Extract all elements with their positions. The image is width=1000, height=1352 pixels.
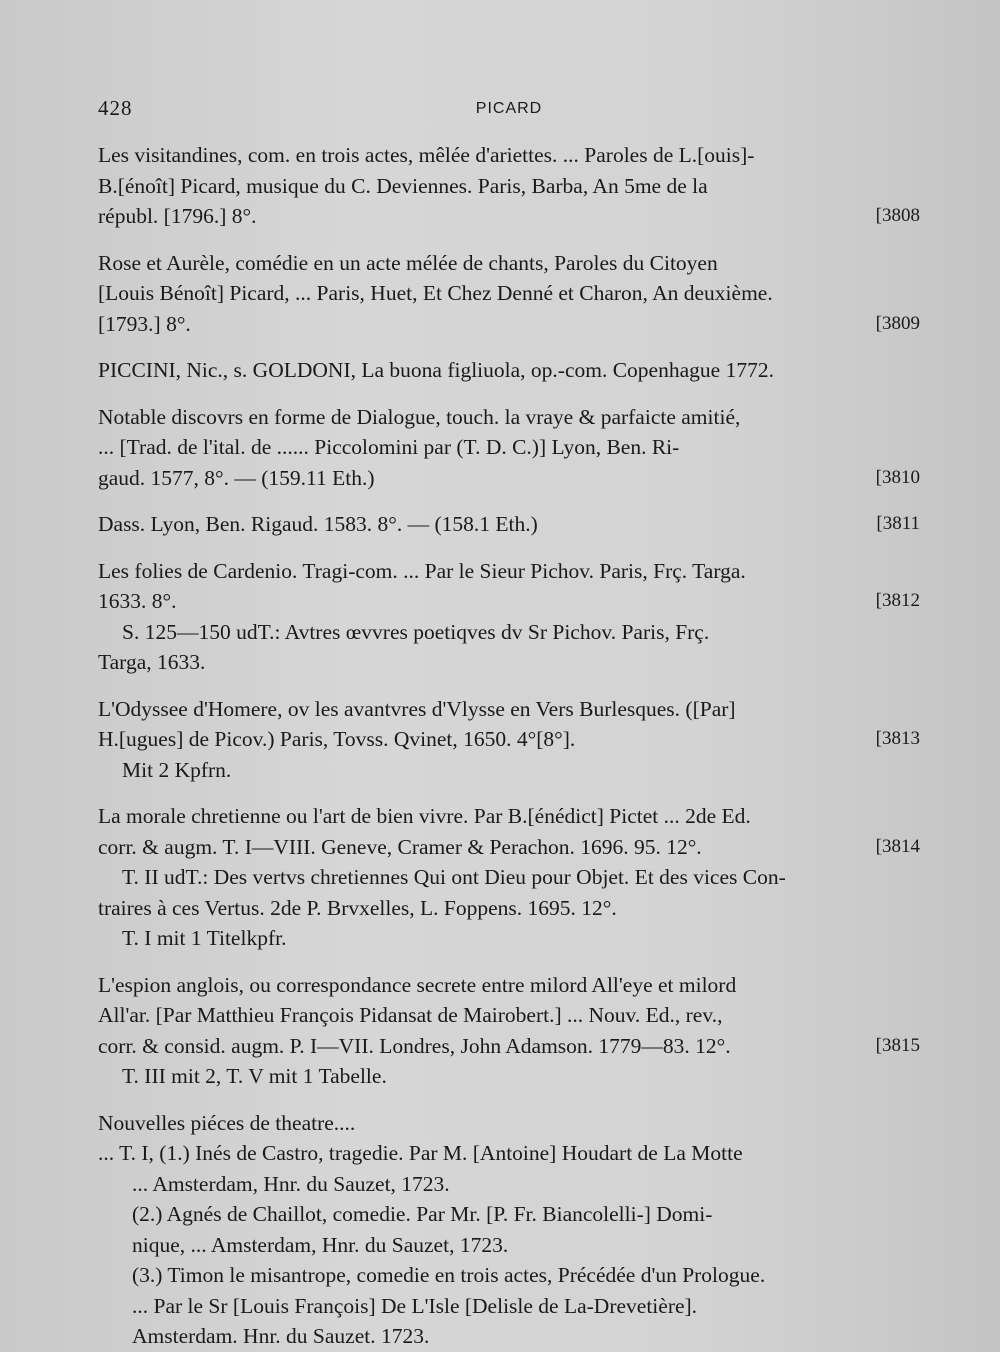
entry-line-text: Targa, 1633. bbox=[98, 650, 206, 674]
entry-line-text: L'espion anglois, ou correspondance secrete entre milord All'eye et milord bbox=[98, 972, 737, 997]
entry-line-text: Notable discovrs en forme de Dialogue, touch. la vraye & parfaicte amitié, bbox=[98, 404, 741, 429]
entry-line bbox=[98, 923, 920, 954]
entry-line bbox=[98, 893, 920, 924]
entry-line-text: nique, ... Amsterdam, Hnr. du Sauzet, 1723. bbox=[132, 1232, 509, 1257]
entry-line bbox=[98, 278, 920, 309]
entry-line-text: (3.) Timon le misantrope, comedie en trois actes, Précédée d'un Prologue. bbox=[132, 1263, 766, 1287]
bibliography-entry bbox=[98, 694, 920, 786]
entry-line-text: Nouvelles piéces de theatre.... bbox=[98, 1110, 356, 1135]
entry-line-text: [Louis Bénoît] Picard, ... Paris, Huet, Et Chez Denné et Charon, An deuxième. bbox=[98, 281, 773, 305]
entry-line bbox=[98, 1321, 920, 1352]
entry-line bbox=[98, 1169, 920, 1200]
entry-line bbox=[98, 617, 920, 648]
entry-line-text: All'ar. [Par Matthieu François Pidansat de Mairobert.] ... Nouv. Ed., rev., bbox=[98, 1003, 723, 1027]
bibliography-entry bbox=[98, 509, 920, 540]
entry-line bbox=[98, 1031, 920, 1062]
entry-line bbox=[98, 1108, 920, 1139]
entry-number: [3809 bbox=[875, 312, 920, 334]
bibliography-entry bbox=[98, 556, 920, 678]
entry-number: [3811 bbox=[876, 513, 920, 534]
page-header bbox=[98, 96, 920, 130]
bibliography-entries bbox=[98, 140, 920, 1352]
entry-line-text: ... Par le Sr [Louis François] De L'Isle [Delisle de La-Drevetière]. bbox=[132, 1293, 698, 1318]
entry-line bbox=[98, 694, 920, 725]
entry-line-text: Dass. Lyon, Ben. Rigaud. 1583. 8°. — (158.1 Eth.) bbox=[98, 512, 538, 536]
entry-number: [3814 bbox=[875, 835, 920, 857]
entry-line bbox=[98, 1260, 920, 1291]
entry-line bbox=[98, 432, 920, 463]
entry-line-text: Rose et Aurèle, comédie en un acte mélée de chants, Paroles du Citoyen bbox=[98, 250, 718, 275]
entry-line bbox=[98, 463, 920, 494]
entry-line bbox=[98, 140, 920, 171]
page-number: 428 bbox=[98, 96, 133, 120]
entry-line-text: 1633. 8°. bbox=[98, 589, 177, 613]
entry-line bbox=[98, 1291, 920, 1322]
entry-line bbox=[98, 832, 920, 863]
entry-line-text: Amsterdam. Hnr. du Sauzet. 1723. bbox=[132, 1324, 430, 1348]
entry-line bbox=[98, 309, 920, 340]
entry-line bbox=[98, 248, 920, 279]
entry-line bbox=[98, 509, 920, 540]
entry-line-text: ... [Trad. de l'ital. de ...... Piccolomini par (T. D. C.)] Lyon, Ben. Ri- bbox=[98, 435, 680, 459]
entry-line-text: H.[ugues] de Picov.) Paris, Tovss. Qvinet, 1650. 4°[8°]. bbox=[98, 727, 576, 751]
entry-line-text: (2.) Agnés de Chaillot, comedie. Par Mr. [P. Fr. Biancolelli-] Domi- bbox=[132, 1202, 713, 1226]
entry-number: [3813 bbox=[875, 728, 920, 749]
entry-line-text: corr. & augm. T. I—VIII. Geneve, Cramer & Perachon. 1696. 95. 12°. bbox=[98, 834, 702, 859]
entry-line bbox=[98, 755, 920, 786]
entry-line bbox=[98, 724, 920, 755]
bibliography-entry bbox=[98, 355, 920, 386]
entry-line-text: gaud. 1577, 8°. — (159.11 Eth.) bbox=[98, 465, 375, 490]
entry-number: [3810 bbox=[875, 466, 920, 488]
entry-line bbox=[98, 1230, 920, 1261]
running-head: PICARD bbox=[475, 100, 543, 117]
entry-line-text: [1793.] 8°. bbox=[98, 311, 191, 336]
entry-line-text: Les visitandines, com. en trois actes, mêlée d'ariettes. ... Paroles de L.[ouis]- bbox=[98, 143, 755, 167]
bibliography-entry bbox=[98, 248, 920, 340]
entry-line bbox=[98, 355, 920, 386]
entry-line-text: républ. [1796.] 8°. bbox=[98, 204, 257, 228]
entry-line-text: T. II udT.: Des vertvs chretiennes Qui ont Dieu pour Objet. Et des vices Con- bbox=[122, 865, 786, 889]
entry-line-text: T. I mit 1 Titelkpfr. bbox=[122, 926, 287, 950]
entry-line bbox=[98, 801, 920, 832]
entry-line-text: traires à ces Vertus. 2de P. Brvxelles, L. Foppens. 1695. 12°. bbox=[98, 895, 617, 920]
entry-line-text: La morale chretienne ou l'art de bien vivre. Par B.[énédict] Pictet ... 2de Ed. bbox=[98, 804, 751, 828]
entry-number: [3812 bbox=[875, 590, 920, 611]
entry-line-text: ... T. I, (1.) Inés de Castro, tragedie. Par M. [Antoine] Houdart de La Motte bbox=[98, 1141, 743, 1165]
entry-line bbox=[98, 402, 920, 433]
entry-line bbox=[98, 1000, 920, 1031]
entry-line-text: PICCINI, Nic., s. GOLDONI, La buona figliuola, op.-com. Copenhague 1772. bbox=[98, 358, 774, 382]
entry-line bbox=[98, 970, 920, 1001]
entry-line-text: B.[énoît] Picard, musique du C. Deviennes. Paris, Barba, An 5me de la bbox=[98, 173, 708, 198]
bibliography-entry bbox=[98, 801, 920, 954]
entry-line-text: ... Amsterdam, Hnr. du Sauzet, 1723. bbox=[132, 1171, 450, 1196]
entry-line bbox=[98, 1199, 920, 1230]
entry-line-text: corr. & consid. augm. P. I—VII. Londres, John Adamson. 1779—83. 12°. bbox=[98, 1033, 731, 1058]
entry-number: [3815 bbox=[875, 1034, 920, 1056]
entry-line bbox=[98, 647, 920, 678]
entry-line bbox=[98, 862, 920, 893]
entry-line bbox=[98, 201, 920, 232]
entry-line-text: L'Odyssee d'Homere, ov les avantvres d'Vlysse en Vers Burlesques. ([Par] bbox=[98, 696, 736, 721]
bibliography-entry bbox=[98, 140, 920, 232]
entry-line bbox=[98, 556, 920, 587]
entry-line bbox=[98, 1138, 920, 1169]
entry-line bbox=[98, 1061, 920, 1092]
entry-line-text: S. 125—150 udT.: Avtres œvvres poetiqves dv Sr Pichov. Paris, Frç. bbox=[122, 619, 710, 644]
entry-line-text: T. III mit 2, T. V mit 1 Tabelle. bbox=[122, 1064, 387, 1088]
entry-line-text: Les folies de Cardenio. Tragi-com. ... Par le Sieur Pichov. Paris, Frç. Targa. bbox=[98, 558, 746, 583]
entry-line-text: Mit 2 Kpfrn. bbox=[122, 757, 232, 782]
entry-number: [3808 bbox=[875, 205, 920, 226]
bibliography-entry bbox=[98, 970, 920, 1092]
entry-line bbox=[98, 171, 920, 202]
bibliography-entry bbox=[98, 402, 920, 494]
bibliography-entry bbox=[98, 1108, 920, 1352]
entry-line bbox=[98, 586, 920, 617]
